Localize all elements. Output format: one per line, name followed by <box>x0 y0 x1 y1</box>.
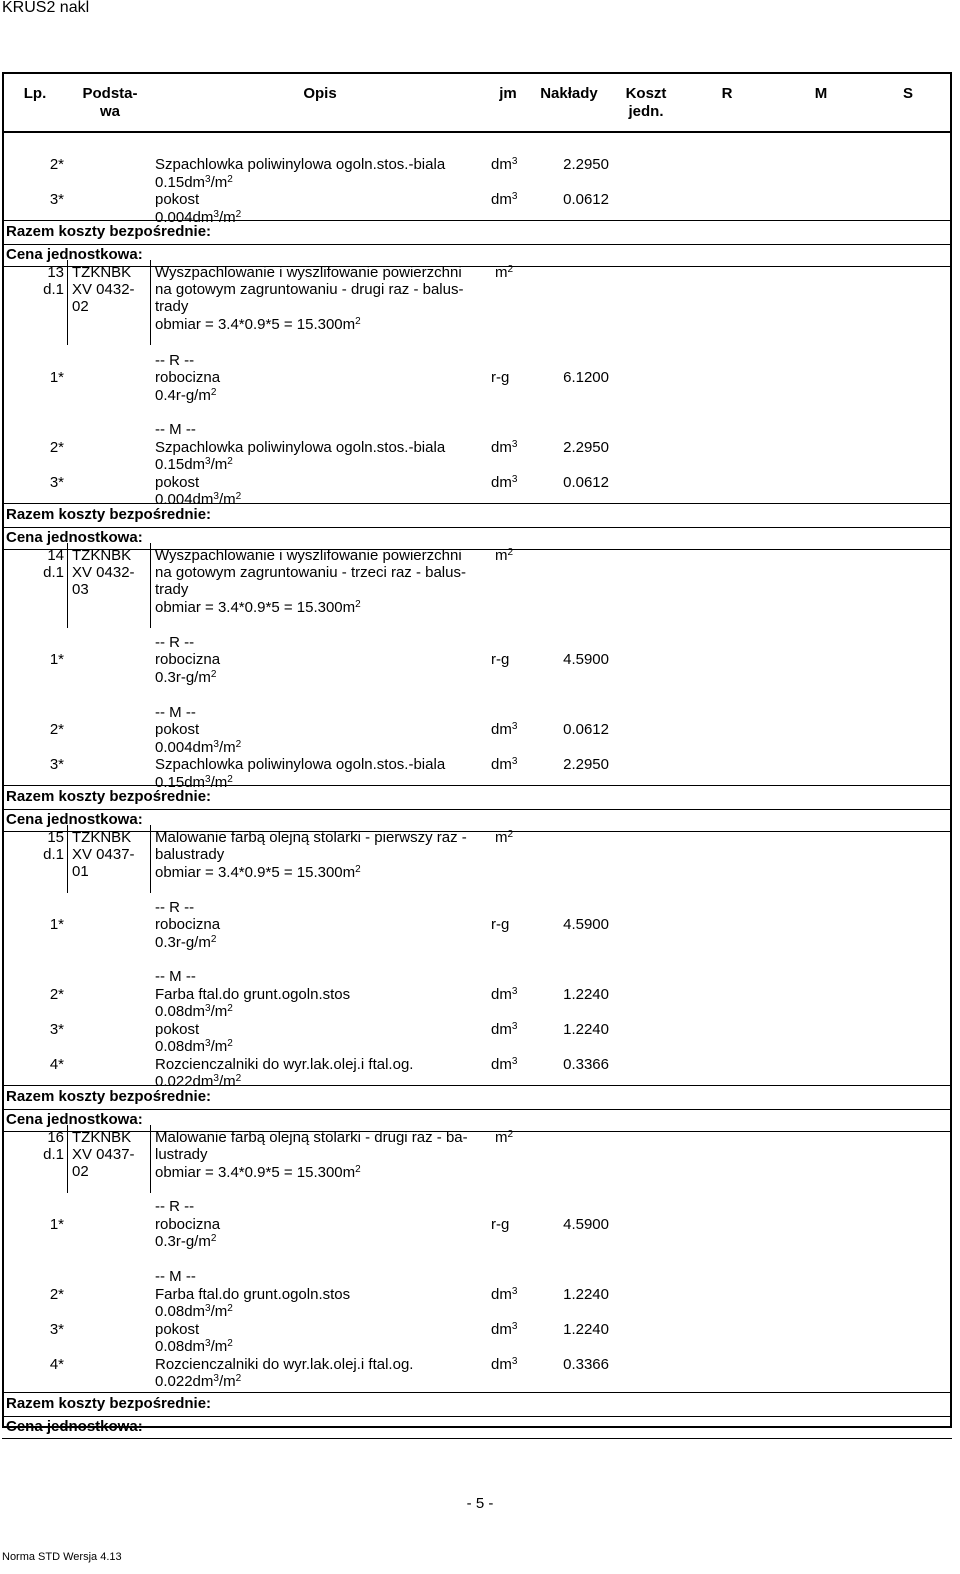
podstawa-line: 01 <box>72 863 89 880</box>
resource-name: robocizna <box>155 651 221 668</box>
resource-name: Szpachlowka poliwinylowa ogoln.stos.-biala <box>155 156 446 173</box>
col-header-m: M <box>814 85 828 102</box>
resource-lp: 3* <box>49 474 64 491</box>
opis-line: trady <box>155 581 189 598</box>
norm-line: $0.004dm^3/m^2$ <box>155 491 242 508</box>
row-divider <box>2 785 952 786</box>
resource-name: pokost <box>155 474 200 491</box>
resource-lp: 2* <box>49 986 64 1003</box>
resource-value: 2.2950 <box>563 756 609 773</box>
opis-line: Malowanie farbą olejną stolarki - drugi raz - ba- <box>155 1129 468 1146</box>
row-divider <box>2 831 952 832</box>
resource-lp: 4* <box>49 1056 64 1073</box>
row-divider <box>2 266 952 267</box>
podstawa-line: TZKNBK <box>72 547 132 564</box>
resource-value: 1.2240 <box>563 986 609 1003</box>
cena-label: Cena jednostkowa: <box>6 246 143 263</box>
norm-line: $0.15dm^3/m^2$ <box>155 174 233 191</box>
cena-label: Cena jednostkowa: <box>6 1111 143 1128</box>
col-header-r: R <box>721 85 733 102</box>
resource-lp: 2* <box>49 1286 64 1303</box>
resource-value: 0.0612 <box>563 474 609 491</box>
podstawa-line: 03 <box>72 581 89 598</box>
row-divider <box>2 1085 952 1086</box>
column-divider <box>150 825 151 893</box>
column-divider <box>67 543 68 628</box>
resource-name: robocizna <box>155 369 221 386</box>
position-number: 14 <box>47 547 64 564</box>
column-divider <box>67 260 68 345</box>
row-divider <box>2 244 952 245</box>
norm-line: $0.08dm^3/m^2$ <box>155 1038 233 1055</box>
resource-unit: $dm^3$ <box>491 1021 518 1038</box>
opis-line: Wyszpachlowanie i wyszlifowanie powierzchni <box>155 264 462 281</box>
position-subnumber: d.1 <box>43 564 64 581</box>
podstawa-line: XV 0432- <box>72 564 135 581</box>
cena-label: Cena jednostkowa: <box>6 529 143 546</box>
row-divider <box>2 1131 952 1132</box>
norm-line: $0.3r-g/m^2$ <box>155 669 217 686</box>
norm-line: $0.022dm^3/m^2$ <box>155 1373 242 1390</box>
resource-name: robocizna <box>155 916 221 933</box>
podstawa-line: 02 <box>72 1163 89 1180</box>
col-header-lp: Lp. <box>23 85 47 102</box>
unit-cell: $m^2$ <box>495 264 514 281</box>
podstawa-line: TZKNBK <box>72 264 132 281</box>
resource-unit: $dm^3$ <box>491 756 518 773</box>
opis-line: Wyszpachlowanie i wyszlifowanie powierzchni <box>155 547 462 564</box>
norm-line: $0.3r-g/m^2$ <box>155 1233 217 1250</box>
norm-line: $0.15dm^3/m^2$ <box>155 456 233 473</box>
col-header-opis: Opis <box>303 85 337 102</box>
resource-unit: $dm^3$ <box>491 156 518 173</box>
position-number: 16 <box>47 1129 64 1146</box>
resource-unit: $dm^3$ <box>491 474 518 491</box>
podstawa-line: XV 0432- <box>72 281 135 298</box>
podstawa-line: XV 0437- <box>72 846 135 863</box>
position-subnumber: d.1 <box>43 1146 64 1163</box>
resource-group-label: -- R -- <box>155 352 195 369</box>
resource-lp: 3* <box>49 1321 64 1338</box>
column-divider <box>150 1125 151 1193</box>
podstawa-line: TZKNBK <box>72 1129 132 1146</box>
norm-line: $0.4r-g/m^2$ <box>155 387 217 404</box>
resource-value: 4.5900 <box>563 916 609 933</box>
resource-unit: r-g <box>491 369 510 386</box>
norm-line: $0.08dm^3/m^2$ <box>155 1003 233 1020</box>
resource-lp: 2* <box>49 721 64 738</box>
opis-line: na gotowym zagruntowaniu - drugi raz - balus- <box>155 281 464 298</box>
position-number: 15 <box>47 829 64 846</box>
obmiar-line: obmiar = $3.4*0.9*5 = 15.300m^2$ <box>155 316 361 333</box>
resource-group-label: -- M -- <box>155 704 196 721</box>
obmiar-line: obmiar = $3.4*0.9*5 = 15.300m^2$ <box>155 864 361 881</box>
cena-label: Cena jednostkowa: <box>6 811 143 828</box>
resource-value: 1.2240 <box>563 1286 609 1303</box>
unit-cell: $m^2$ <box>495 1129 514 1146</box>
resource-value: 2.2950 <box>563 439 609 456</box>
opis-line: trady <box>155 298 189 315</box>
column-divider <box>67 825 68 893</box>
opis-line: balustrady <box>155 846 225 863</box>
resource-lp: 3* <box>49 756 64 773</box>
norm-line: $0.15dm^3/m^2$ <box>155 774 233 791</box>
obmiar-line: obmiar = $3.4*0.9*5 = 15.300m^2$ <box>155 599 361 616</box>
resource-unit: $dm^3$ <box>491 721 518 738</box>
resource-name: Szpachlowka poliwinylowa ogoln.stos.-biala <box>155 439 446 456</box>
resource-unit: $dm^3$ <box>491 1286 518 1303</box>
column-divider <box>67 1125 68 1193</box>
resource-name: Rozcienczalniki do wyr.lak.olej.i ftal.og. <box>155 1056 414 1073</box>
resource-value: 6.1200 <box>563 369 609 386</box>
resource-value: 1.2240 <box>563 1321 609 1338</box>
resource-lp: 1* <box>49 651 64 668</box>
opis-line: Malowanie farbą olejną stolarki - pierwszy raz - <box>155 829 467 846</box>
resource-lp: 3* <box>49 1021 64 1038</box>
resource-group-label: -- R -- <box>155 634 195 651</box>
resource-value: 0.0612 <box>563 721 609 738</box>
resource-group-label: -- M -- <box>155 968 196 985</box>
resource-unit: $dm^3$ <box>491 1321 518 1338</box>
opis-line: lustrady <box>155 1146 208 1163</box>
razem-label: Razem koszty bezpośrednie: <box>6 1088 212 1105</box>
podstawa-line: TZKNBK <box>72 829 132 846</box>
podstawa-line: XV 0437- <box>72 1146 135 1163</box>
razem-label: Razem koszty bezpośrednie: <box>6 1395 212 1412</box>
col-header-jm: jm <box>499 85 517 102</box>
resource-name: Farba ftal.do grunt.ogoln.stos <box>155 1286 351 1303</box>
row-divider <box>2 1438 952 1439</box>
resource-group-label: -- M -- <box>155 421 196 438</box>
podstawa-line: 02 <box>72 298 89 315</box>
resource-name: pokost <box>155 191 200 208</box>
resource-name: Rozcienczalniki do wyr.lak.olej.i ftal.og. <box>155 1356 414 1373</box>
resource-lp: 1* <box>49 1216 64 1233</box>
razem-label: Razem koszty bezpośrednie: <box>6 223 212 240</box>
resource-lp: 2* <box>49 439 64 456</box>
resource-lp: 2* <box>49 156 64 173</box>
resource-unit: $dm^3$ <box>491 191 518 208</box>
opis-line: na gotowym zagruntowaniu - trzeci raz - balus- <box>155 564 466 581</box>
unit-cell: $m^2$ <box>495 829 514 846</box>
razem-label: Razem koszty bezpośrednie: <box>6 788 212 805</box>
footer-version: Norma STD Wersja 4.13 <box>2 1551 122 1563</box>
resource-name: pokost <box>155 721 200 738</box>
resource-name: Farba ftal.do grunt.ogoln.stos <box>155 986 351 1003</box>
resource-unit: r-g <box>491 916 510 933</box>
resource-value: 4.5900 <box>563 1216 609 1233</box>
resource-value: 4.5900 <box>563 651 609 668</box>
document-title: KRUS2 nakl <box>2 0 90 16</box>
column-divider <box>150 260 151 345</box>
resource-name: robocizna <box>155 1216 221 1233</box>
resource-name: Szpachlowka poliwinylowa ogoln.stos.-biala <box>155 756 446 773</box>
resource-lp: 1* <box>49 369 64 386</box>
position-number: 13 <box>47 264 64 281</box>
resource-value: 2.2950 <box>563 156 609 173</box>
resource-unit: r-g <box>491 1216 510 1233</box>
resource-unit: $dm^3$ <box>491 439 518 456</box>
resource-lp: 1* <box>49 916 64 933</box>
norm-line: $0.004dm^3/m^2$ <box>155 209 242 226</box>
resource-unit: $dm^3$ <box>491 1056 518 1073</box>
resource-unit: $dm^3$ <box>491 986 518 1003</box>
row-divider <box>2 503 952 504</box>
row-divider <box>2 549 952 550</box>
resource-lp: 3* <box>49 191 64 208</box>
unit-cell: $m^2$ <box>495 547 514 564</box>
resource-unit: r-g <box>491 651 510 668</box>
col-header-podstawa: Podsta- wa <box>82 85 138 120</box>
col-header-koszt: Koszt jedn. <box>625 85 667 120</box>
obmiar-line: obmiar = $3.4*0.9*5 = 15.300m^2$ <box>155 1164 361 1181</box>
norm-line: $0.022dm^3/m^2$ <box>155 1073 242 1090</box>
resource-name: pokost <box>155 1321 200 1338</box>
row-divider <box>2 1109 952 1110</box>
resource-name: pokost <box>155 1021 200 1038</box>
row-divider <box>2 220 952 221</box>
position-subnumber: d.1 <box>43 281 64 298</box>
col-header-s: S <box>902 85 913 102</box>
norm-line: $0.3r-g/m^2$ <box>155 934 217 951</box>
resource-value: 1.2240 <box>563 1021 609 1038</box>
row-divider <box>2 1392 952 1393</box>
resource-lp: 4* <box>49 1356 64 1373</box>
position-subnumber: d.1 <box>43 846 64 863</box>
resource-group-label: -- R -- <box>155 899 195 916</box>
resource-group-label: -- M -- <box>155 1268 196 1285</box>
cost-table <box>2 72 952 1428</box>
norm-line: $0.08dm^3/m^2$ <box>155 1338 233 1355</box>
cena-label: Cena jednostkowa: <box>6 1418 143 1435</box>
resource-unit: $dm^3$ <box>491 1356 518 1373</box>
norm-line: $0.08dm^3/m^2$ <box>155 1303 233 1320</box>
page-number: - 5 - <box>466 1495 494 1512</box>
razem-label: Razem koszty bezpośrednie: <box>6 506 212 523</box>
resource-group-label: -- R -- <box>155 1198 195 1215</box>
row-divider <box>2 527 952 528</box>
resource-value: 0.3366 <box>563 1056 609 1073</box>
norm-line: $0.004dm^3/m^2$ <box>155 739 242 756</box>
row-divider <box>2 1416 952 1417</box>
column-divider <box>150 543 151 628</box>
resource-value: 0.3366 <box>563 1356 609 1373</box>
resource-value: 0.0612 <box>563 191 609 208</box>
row-divider <box>2 809 952 810</box>
header-divider <box>2 131 952 133</box>
col-header-naklady: Nakłady <box>540 85 598 102</box>
